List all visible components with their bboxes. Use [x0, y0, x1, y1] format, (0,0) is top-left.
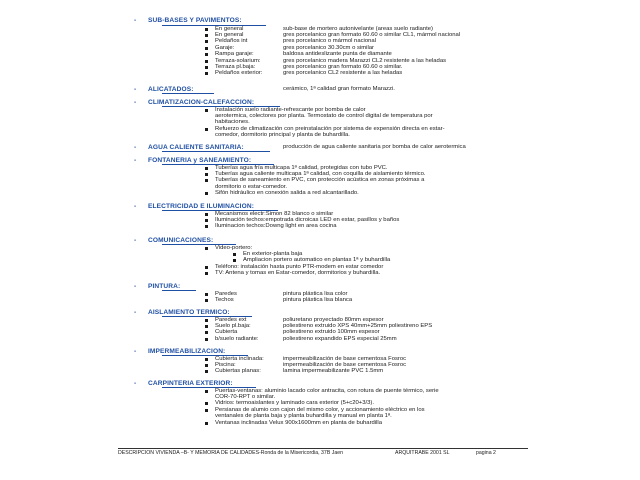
- item-label: Suelo pl.baja:: [215, 322, 251, 329]
- bullet-icon: [205, 179, 208, 182]
- item-label: Piscina:: [215, 361, 236, 368]
- bullet-icon: [205, 402, 208, 405]
- list-item: [215, 70, 403, 77]
- section-title-carpinteria: - CARPINTERIA EXTERIOR:: [134, 380, 233, 387]
- section-title-acs: - AGUA CALIENTE SANITARIA:: [134, 144, 244, 151]
- item-label: Garaje:: [215, 44, 235, 51]
- item-label: Paredes ext: [215, 316, 247, 323]
- list-item: [215, 420, 382, 427]
- item-text: comedor, dormitorio principal y planta de buhardilla.: [215, 132, 350, 139]
- item-text: Teléfono: instalación hasta punto PTR-modem en estar comedor: [215, 263, 384, 270]
- list-item: [215, 368, 384, 375]
- item-label: Rampa garaje:: [215, 51, 254, 58]
- bullet-icon: [205, 370, 208, 373]
- item-text: Iluminacion techos:Downg light en area cocina: [215, 223, 337, 230]
- section-title-alicatados: - ALICATADOS:: [134, 86, 194, 93]
- item-label: Peldaños int: [215, 38, 248, 45]
- bullet-icon: [205, 173, 208, 176]
- item-text: ventanales de planta baja y planta buhardilla y manual en planta 1ª.: [215, 413, 392, 420]
- item-value: gres porcelanico CL2 resistente a las heladas: [283, 70, 403, 77]
- bullet-icon: [205, 319, 208, 322]
- item-text: Video-portero:: [215, 244, 253, 251]
- item-text: Puertas-ventanas: aluminio lacado color antracita, con rotura de puente térmico, serie: [215, 387, 439, 394]
- footer-description: DESCRIPCION VIVIENDA –B- Y MEMORIA DE CALIDADES-Ronda de la Misericordia, 37B Jaen: [118, 450, 343, 456]
- list-item: [215, 223, 336, 230]
- section-title-aislamiento: - AISLAMIENTO TERMICO:: [134, 309, 230, 316]
- bullet-icon: [205, 66, 208, 69]
- item-value: gres porcelanico gran formato 60.60 o similar.: [283, 63, 403, 70]
- bullet-icon: [205, 364, 208, 367]
- list-item-continued: [215, 132, 350, 139]
- acs-value: producción de agua caliente sanitaria por bomba de calor aerotermica: [283, 144, 466, 150]
- item-value: lamina impermeabilizante PVC 1.5mm: [283, 368, 384, 375]
- section-title-electricidad: - ELECTRICIDAD E ILUMINACION:: [134, 203, 254, 210]
- item-text: Tuberías de saneamiento en PVC, con protección acústica en zonas próximas a: [215, 177, 425, 184]
- section-underline: [162, 290, 196, 291]
- item-label: b/suelo radiante:: [215, 335, 259, 342]
- bullet-icon: [205, 293, 208, 296]
- list-item: [215, 270, 380, 277]
- bullet-icon: [205, 325, 208, 328]
- item-value: impermeabilización de base cementosa Fosroc: [283, 361, 407, 368]
- item-value: gres porcelanico gran formato 60.60 o similar CL1, mármol nacional: [283, 31, 461, 38]
- section-title-fontaneria: - FONTANERIA y SANEAMIENTO:: [134, 157, 252, 164]
- section-underline: [162, 93, 214, 94]
- bullet-icon: [205, 225, 208, 228]
- list-item: [215, 190, 359, 197]
- item-label: Terraza pl.baja:: [215, 63, 256, 70]
- bullet-icon: [205, 60, 208, 63]
- item-value: impermeabilización de base cementosa Fosroc: [283, 355, 407, 362]
- bullet-icon: [205, 409, 208, 412]
- item-label: En general: [215, 31, 244, 38]
- bullet-icon: [205, 272, 208, 275]
- item-label: Cubierta: [215, 329, 238, 336]
- bullet-icon: [205, 422, 208, 425]
- item-value: poliestireno extruido 100mm espesor: [283, 329, 380, 336]
- bullet-icon: [205, 34, 208, 37]
- item-text: En exterior-planta baja: [243, 250, 303, 257]
- bullet-icon: [205, 358, 208, 361]
- section-title-subbases: - SUB-BASES Y PAVIMENTOS:: [134, 17, 242, 24]
- bullet-icon: [205, 390, 208, 393]
- footer-rule: [118, 448, 528, 449]
- item-value: pintura plástica lisa blanca: [283, 296, 353, 303]
- bullet-icon: [205, 338, 208, 341]
- bullet-icon: [205, 331, 208, 334]
- item-value: baldosa antideslizante punta de diamante: [283, 51, 392, 58]
- item-text: habitaciones.: [215, 119, 250, 126]
- alicatados-value: cerámico, 1ª calidad gran formato Marazzi.: [283, 86, 395, 92]
- item-text: Mecanismos electr:Simon 82 blanco o similar: [215, 210, 334, 217]
- item-value: poliestireno expandido EPS especial 25mm: [283, 335, 397, 342]
- item-value: poliuretano proyectado 80mm espesor: [283, 316, 384, 323]
- item-value: pintura plástica lisa color: [283, 290, 348, 297]
- item-value: pres porcelanico o mármol nacional: [283, 38, 376, 45]
- footer-page-number: pagina 2: [476, 450, 496, 456]
- section-title-climatizacion: - CLIMATIZACION-CALEFACCION:: [134, 99, 255, 106]
- section-underline: [162, 151, 270, 152]
- item-text: aerotermica, colectores por planta. Termostato de control digital de temperatura por: [215, 112, 433, 119]
- item-text: TV: Antena y tomas en Estar-comedor, dormitorios y buhardilla.: [215, 270, 381, 277]
- bullet-icon: [205, 213, 208, 216]
- item-text: Refuerzo de climatización con preinstalación por sistema de expensión directa en estar-: [215, 125, 445, 132]
- item-text: Tuberías agua caliente multicapa 1ª calidad, con coquilla de aislamiento térmico.: [215, 170, 426, 177]
- item-text: Vidrios: termoaislantes y laminado cara exterior (5+c20+3/3).: [215, 400, 375, 407]
- item-text: Persianas de alumio con cajon del mismo color, y accionamiento eléctrico en los: [215, 406, 425, 413]
- bullet-icon: [205, 266, 208, 269]
- section-title-comunicaciones: - COMUNICACIONES:: [134, 237, 214, 244]
- bullet-icon: [205, 192, 208, 195]
- section-title-pintura: - PINTURA:: [134, 283, 181, 290]
- bullet-icon: [205, 299, 208, 302]
- bullet-icon: [205, 28, 208, 31]
- bullet-icon: [205, 109, 208, 112]
- item-text: Iluminación techos:empotrada dicroicas LED en estar, pasillos y baños: [215, 216, 400, 223]
- bullet-icon: [205, 128, 208, 131]
- item-text: Tuberías agua fría multicapa 1ª calidad, protegidas con tubo PVC.: [215, 164, 388, 171]
- item-label: Paredes: [215, 290, 237, 297]
- item-text: Instalación suelo radiante-refrescante por bomba de calor: [215, 106, 366, 113]
- bullet-icon: [205, 40, 208, 43]
- item-text: Ampliacion portero automatico en plantas 1ª y buhardilla: [243, 257, 391, 264]
- bullet-icon: [233, 259, 236, 262]
- item-text: Sifón hidráulico en conexión salida a red alcantarillado.: [215, 190, 359, 197]
- item-text: COR-70-RPT o similar.: [215, 393, 276, 400]
- list-item: [215, 335, 397, 343]
- item-value: poliestireno extruido XPS 40mm+25mm poliestireno EPS: [283, 322, 433, 329]
- item-text: dormitorio o estar-comedor.: [215, 183, 288, 190]
- item-label: Peldaños exterior:: [215, 70, 263, 77]
- item-text: Ventanas inclinadas Velux 900x1600mm en planta de buhardilla: [215, 419, 383, 426]
- bullet-icon: [205, 219, 208, 222]
- section-underline: [162, 25, 266, 26]
- bullet-icon: [233, 253, 236, 256]
- bullet-icon: [205, 53, 208, 56]
- bullet-icon: [205, 72, 208, 75]
- section-title-impermeabilizacion: - IMPERMEABILIZACION:: [134, 348, 226, 355]
- item-value: gres porcelanico 30.30cm o similar: [283, 44, 375, 51]
- item-label: Techos: [215, 296, 234, 303]
- bullet-icon: [205, 247, 208, 250]
- list-item: [215, 296, 353, 304]
- item-value: gres porcelanico madera Marazzi CL2 resistente a las heladas: [283, 57, 447, 64]
- item-label: En general: [215, 25, 244, 32]
- item-label: Terraza-solarium:: [215, 57, 261, 64]
- bullet-icon: [205, 47, 208, 50]
- bullet-icon: [205, 167, 208, 170]
- item-label: Cubierta inclinada:: [215, 355, 264, 362]
- footer-company: ARQUITRABE 2001 SL: [395, 450, 450, 456]
- item-value: sub-base de mortero autonivelante (areas suelo radiante): [283, 25, 433, 32]
- item-label: Cubiertas planas:: [215, 368, 261, 375]
